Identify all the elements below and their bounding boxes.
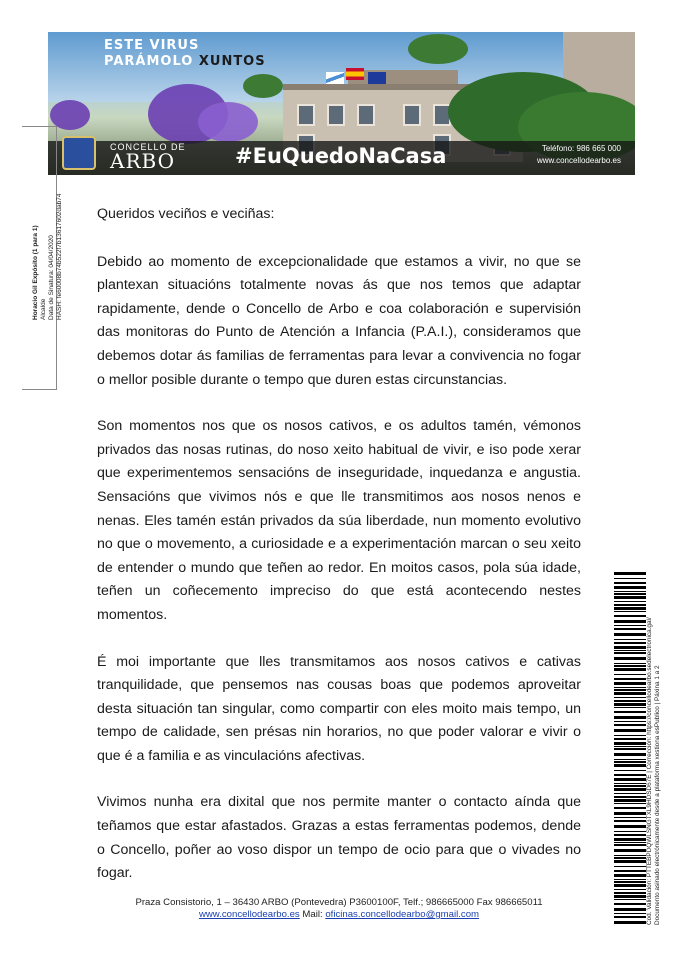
flag-spain bbox=[346, 68, 364, 80]
barcode-stripe bbox=[614, 724, 646, 726]
barcode-stripe bbox=[614, 692, 646, 695]
barcode-stripe bbox=[614, 578, 646, 579]
barcode-stripe bbox=[614, 825, 646, 828]
barcode-stripe bbox=[614, 716, 646, 719]
barcode-stripe bbox=[614, 593, 646, 595]
barcode-stripe bbox=[614, 674, 646, 675]
barcode-stripe bbox=[614, 729, 646, 732]
barcode-stripe bbox=[614, 721, 646, 722]
barcode-stripe bbox=[614, 711, 646, 713]
barcode-stripe bbox=[614, 770, 646, 771]
barcode-stripe bbox=[614, 879, 646, 880]
barcode-stripe bbox=[614, 764, 646, 767]
barcode-stripe bbox=[614, 601, 646, 602]
barcode-stripe bbox=[614, 657, 646, 660]
barcode-stripe bbox=[614, 817, 646, 818]
barcode-stripe bbox=[614, 834, 646, 836]
barcode-stripe bbox=[614, 788, 646, 791]
barcode-stripe bbox=[614, 889, 646, 890]
barcode-stripe bbox=[614, 652, 646, 654]
barcode-stripe bbox=[614, 820, 646, 822]
barcode-stripe bbox=[614, 793, 646, 794]
greeting: Queridos veciños e veciñas: bbox=[97, 206, 275, 222]
barcode-stripe bbox=[614, 807, 646, 809]
barcode-stripe bbox=[614, 831, 646, 832]
signature-stamp: Horacio Gil Expósito (1 para 1) Alcalde Data de Sinatura: 04/04/2020 HASH: fe60008b74b522f7b13617602dab74 bbox=[32, 193, 63, 320]
barcode-stripe bbox=[614, 586, 646, 589]
barcode-stripe bbox=[614, 615, 646, 617]
slogan-line-1: ESTE VIRUS bbox=[104, 38, 200, 53]
paragraph: Debido ao momento de excepcionalidade que estamos a vivir, no que se plantexan situacións totalmente novas ás que nos temos que adaptar rapidamente, dende o Concello de Arbo e coa colaboración e supervisión das monitoras do Punto de Atención a Infancia (P.A.I.), consideramos que debemos dotar ás familias de ferramentas para levar a convivencia no fogar o mellor posible durante o tempo que duren estas circunstancias. bbox=[97, 253, 581, 388]
barcode-stripe bbox=[614, 604, 646, 606]
barcode-stripe bbox=[614, 646, 646, 649]
palm-tree bbox=[408, 34, 468, 64]
barcode-stripe bbox=[614, 796, 646, 798]
barcode-stripe bbox=[614, 860, 646, 863]
barcode-stripe bbox=[614, 812, 646, 815]
org-prefix: CONCELLO DE bbox=[110, 142, 186, 152]
barcode-stripe bbox=[614, 921, 646, 924]
flag-europe bbox=[368, 72, 386, 84]
barcode-stripe bbox=[614, 682, 646, 685]
website-link[interactable]: www.concellodearbo.es bbox=[198, 909, 300, 920]
paragraph: Vivimos nunha era dixital que nos permite manter o contacto aínda que teñamos que estar afastados. Grazas a estas ferramentas podemos, dende o Concello, poñer ao voso dispor un tempo de ocio para que o vivades no fogar. bbox=[97, 794, 581, 882]
barcode-stripe bbox=[614, 625, 646, 626]
barcode-stripe bbox=[614, 611, 646, 612]
barcode-stripe bbox=[614, 759, 646, 760]
barcode-stripe bbox=[614, 735, 646, 736]
barcode-stripe bbox=[614, 642, 646, 644]
barcode-stripe bbox=[614, 803, 646, 804]
barcode-stripe bbox=[614, 689, 646, 691]
slogan-line-2: PARÁMOLO XUNTOS bbox=[104, 54, 266, 69]
page-footer bbox=[0, 897, 678, 921]
barcode-stripe bbox=[614, 703, 646, 706]
barcode-stripe bbox=[614, 748, 646, 750]
barcode-stripe bbox=[614, 582, 646, 584]
barcode-stripe bbox=[614, 838, 646, 841]
barcode-stripe bbox=[614, 607, 646, 610]
barcode-stripe bbox=[614, 639, 646, 640]
org-name: ARBO bbox=[110, 149, 175, 173]
barcode-stripe bbox=[614, 881, 646, 883]
barcode-stripe bbox=[614, 785, 646, 787]
barcode-stripe bbox=[614, 842, 646, 843]
barcode-stripe bbox=[614, 628, 646, 630]
email-link[interactable]: oficinas.concellodearbo@gmail.com bbox=[325, 909, 480, 920]
letter-body bbox=[97, 203, 581, 909]
banner-website: www.concellodearbo.es bbox=[536, 156, 621, 165]
footer-contact: www.concellodearbo.es Mail: oficinas.concellodearbo@gmail.com bbox=[198, 909, 480, 920]
barcode-stripe bbox=[614, 620, 646, 623]
barcode-stripe bbox=[614, 849, 646, 852]
barcode-stripe bbox=[614, 668, 646, 671]
barcode-stripe bbox=[614, 866, 646, 867]
coat-of-arms-icon bbox=[62, 136, 96, 170]
barcode-stripe bbox=[614, 738, 646, 740]
barcode-stripe bbox=[614, 678, 646, 680]
footer-address: Praza Consistorio, 1 – 36430 ARBO (Pontevedra) P3600100F, Telf.; 986665000 Fax 986665011 bbox=[135, 897, 543, 908]
palm-tree bbox=[243, 74, 283, 98]
barcode-stripe bbox=[614, 633, 646, 636]
validation-barcode bbox=[614, 572, 646, 927]
barcode-stripe bbox=[614, 753, 646, 756]
barcode-stripe bbox=[614, 884, 646, 887]
barcode-stripe bbox=[614, 799, 646, 802]
barcode-stripe bbox=[614, 778, 646, 781]
barcode-stripe bbox=[614, 663, 646, 664]
paragraph: Son momentos nos que os nosos cativos, e os adultos tamén, vémonos privados das nosas rutinas, do noso xeito habitual de vivir, e iso pode xerar que experimentemos sensacións de inseguridade, inquedanza e angustia. Sensacións que vivimos nós e que lle transmitimos aos nosos nenos e nenas. Eles tamén están privados da súa liberdade, nun momento evolutivo no que o movemento, a curiosidade e a experimentación marcan o seu xeito de entender o mundo que teñen ao redor. En moitos casos, pola súa idade, teñen un coñecemento impreciso do que está acontecendo nestes momentos. bbox=[97, 418, 581, 623]
barcode-stripe bbox=[614, 591, 646, 592]
barcode-stripe bbox=[614, 700, 646, 702]
barcode-stripe bbox=[614, 665, 646, 667]
flag-galicia bbox=[326, 72, 344, 84]
header-banner bbox=[48, 32, 635, 175]
barcode-stripe bbox=[614, 687, 646, 688]
barcode-stripe bbox=[614, 855, 646, 856]
barcode-stripe bbox=[614, 746, 646, 747]
barcode-stripe bbox=[614, 761, 646, 763]
validation-text: Cod. Validación: PTTEBPDQWLSNGTXL9HDSD67E | Corrección: https://concellodearbo.sedelectronica.gal/ Documento asinado electrónicamente desde a plataforma xestiona esPublico | Páxina 1 a 2 bbox=[646, 617, 661, 925]
barcode-stripe bbox=[614, 596, 646, 599]
barcode-stripe bbox=[614, 650, 646, 651]
barcode-stripe bbox=[614, 572, 646, 575]
barcode-stripe bbox=[614, 870, 646, 872]
barcode-stripe bbox=[614, 697, 646, 698]
hashtag: #EuQuedoNaCasa bbox=[235, 144, 447, 168]
paragraph: É moi importante que lles transmitamos aos nosos cativos e cativas tranquilidade, que pensemos nas cousas boas que podemos aproveitar desta situación tan singular, como compartir con eles moito mais tempo, un tempo de calidade, sen présas nin horarios, no que poder valorar e vivir o que é a familia e as vinculacións afectivas. bbox=[97, 653, 581, 764]
barcode-stripe bbox=[614, 742, 646, 745]
barcode-stripe bbox=[614, 707, 646, 708]
barcode-stripe bbox=[614, 892, 646, 894]
barcode-stripe bbox=[614, 774, 646, 776]
barcode-stripe bbox=[614, 857, 646, 859]
barcode-stripe bbox=[614, 844, 646, 846]
flower bbox=[198, 102, 258, 142]
barcode-stripe bbox=[614, 783, 646, 784]
banner-phone: Teléfono: 986 665 000 bbox=[541, 144, 621, 153]
barcode-stripe bbox=[614, 874, 646, 877]
